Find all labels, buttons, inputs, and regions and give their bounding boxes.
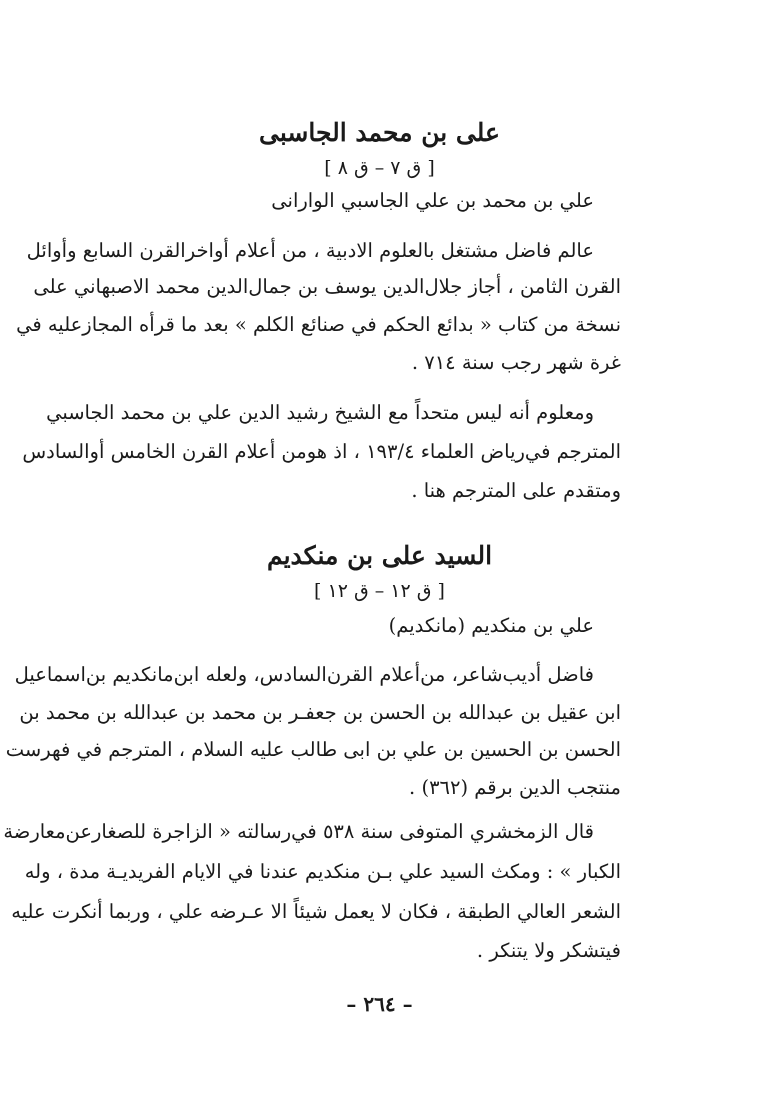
century-range-mankdim: [ ق ١٢ – ق ١٢ ]: [314, 580, 445, 602]
paragraph-line: ومتقدم على المترجم هنا .: [411, 479, 621, 502]
fullname-mankdim: علي بن منكديم (مانكديم): [388, 614, 594, 637]
entry-title-aljasbi: على بن محمد الجاسبى: [259, 118, 500, 147]
paragraph-line: نسخة من كتاب « بدائع الحكم في صنائع الكلم » بعد ما قرأه المجازعليه في: [16, 313, 621, 336]
century-range-aljasbi: [ ق ٧ – ق ٨ ]: [324, 157, 435, 179]
paragraph-line: فاضل أديب‌شاعر، من‌أعلام القرن‌السادس، ولعله ابن‌مانكديم بن‌اسماعيل: [14, 663, 594, 686]
paragraph-line: غرة شهر رجب سنة ٧١٤ .: [411, 351, 621, 374]
paragraph-line: القرن الثامن ، أجاز جلال‌الدين يوسف بن جمال‌الدين محمد الاصبهاني على: [33, 275, 621, 298]
paragraph-line: ابن عقيل بن عبدالله بن الحسن بن جعفـر بن محمد بن عبدالله بن محمد بن: [19, 701, 621, 724]
paragraph-line: الحسن بن الحسين بن علي بن ابى طالب عليه السلام ، المترجم في فهرست: [5, 738, 621, 761]
paragraph-line: قال الزمخشري المتوفى سنة ٥٣٨ في‌رسالته « الزاجرة للصغارعن‌معارضة: [3, 820, 594, 843]
paragraph-line: ومعلوم أنه ليس متحداً مع الشيخ رشيد الدين علي بن محمد الجاسبي: [46, 401, 594, 424]
paragraph-line: منتجب الدين برقم (٣٦٢) .: [409, 776, 621, 799]
entry-title-mankdim: السيد على بن منكديم: [266, 541, 493, 570]
fullname-aljasbi: علي بن محمد بن علي الجاسبي الوارانى: [271, 189, 594, 212]
paragraph-line: المترجم في‌رياض العلماء ١٩٣/٤ ، اذ هومن أعلام القرن الخامس أوالسادس: [22, 440, 621, 463]
paragraph-line: الشعر العالي الطبقة ، فكان لا يعمل شيئاً الا عـرضه علي ، وربما أنكرت عليه: [11, 900, 621, 923]
page-number: – ٢٦٤ –: [346, 992, 413, 1016]
paragraph-line: الكبار » : ومكث السيد علي بـن منكديم عندنا في الايام الفريديـة مدة ، وله: [24, 860, 621, 883]
paragraph-line: عالم فاضل مشتغل بالعلوم الادبية ، من أعلام أواخرالقرن السابع وأوائل: [26, 239, 594, 262]
paragraph-line: فيتشكر ولا يتنكر .: [476, 939, 621, 962]
